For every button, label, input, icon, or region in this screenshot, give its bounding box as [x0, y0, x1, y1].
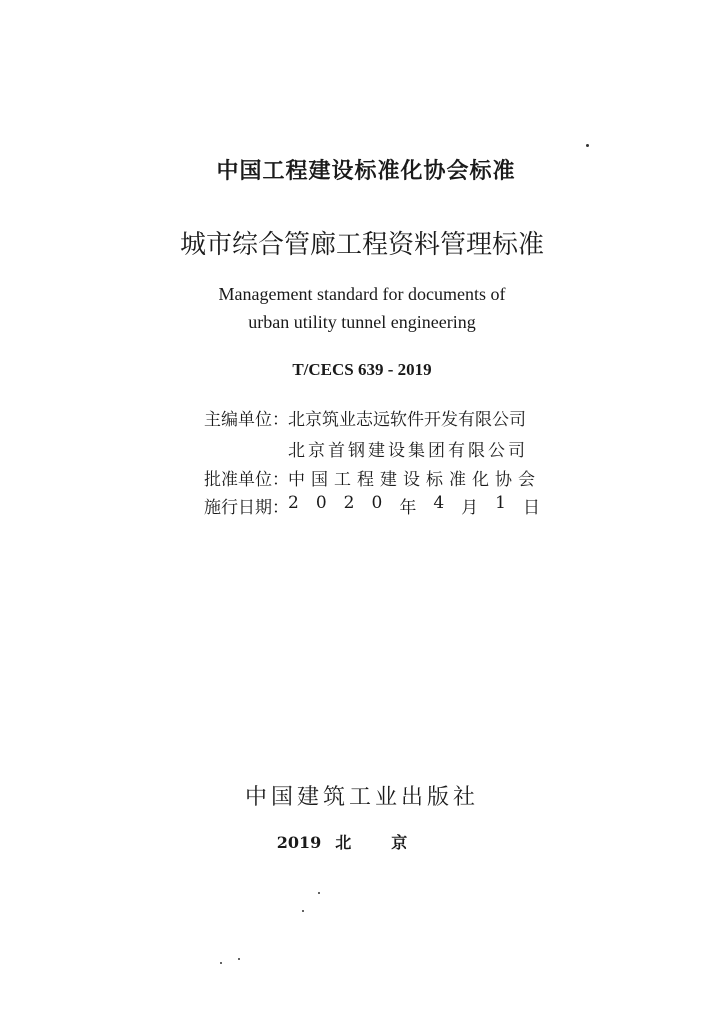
editor-label: 主编单位： [204, 410, 289, 430]
document-title-english-line1: Management standard for documents of [218, 284, 506, 304]
approver-label: 批准单位： [204, 470, 289, 490]
publication-city: 北京 [335, 833, 448, 852]
date-char: 4 [433, 493, 445, 513]
publication-year: 2019 [276, 833, 322, 852]
editor-unit-2: 北京首钢建设集团有限公司 [288, 441, 528, 461]
date-char: 2 [288, 493, 299, 513]
scan-speck [586, 144, 589, 147]
date-char: 2 [343, 493, 355, 513]
date-char: 日 [522, 498, 540, 518]
date-char: 月 [461, 498, 479, 518]
publisher-name: 中国建筑工业出版社 [244, 785, 479, 810]
publication-line [0, 830, 724, 853]
scan-speck [220, 962, 222, 964]
effective-date-label: 施行日期： [204, 498, 289, 518]
editor-unit-1: 北京筑业志远软件开发有限公司 [288, 410, 526, 430]
date-char: 年 [399, 498, 417, 518]
standard-code: T/CECS 639 - 2019 [292, 360, 432, 379]
date-char: 0 [371, 493, 383, 513]
effective-date [288, 493, 540, 518]
org-standard-heading: 中国工程建设标准化协会标准 [216, 159, 516, 184]
scan-speck [238, 958, 240, 960]
scan-speck [318, 892, 320, 894]
scan-speck [302, 910, 304, 912]
document-title-chinese: 城市综合管廊工程资料管理标准 [179, 230, 544, 260]
approver-unit: 中国工程建设标准化协会 [288, 470, 541, 490]
date-char: 1 [495, 493, 506, 513]
document-title-english-line2: urban utility tunnel engineering [248, 312, 476, 332]
date-char: 0 [315, 493, 327, 513]
